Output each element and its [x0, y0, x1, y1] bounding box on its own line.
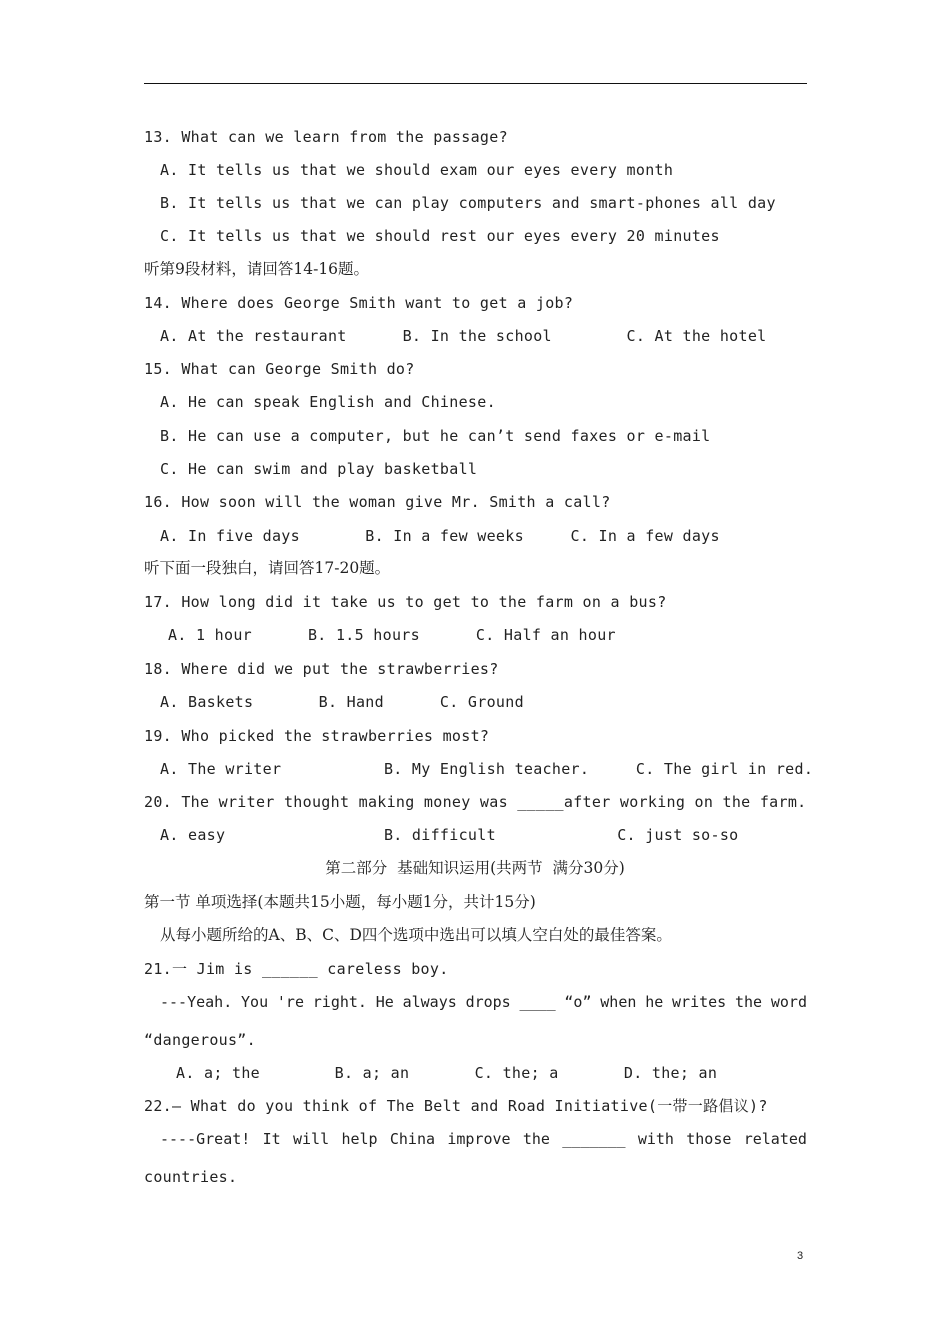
reply-word: He [375, 993, 394, 1011]
question-20-options: A. easy B. difficult C. just so-so [160, 826, 739, 844]
reply-word: he [645, 993, 664, 1011]
header-rule [144, 83, 807, 84]
question-18-options: A. Baskets B. Hand C. Ground [160, 693, 524, 711]
reply-word: 're [276, 993, 304, 1011]
instruction-monologue: 听下面一段独白，请回答17-20题。 [144, 559, 391, 577]
reply-word: China [389, 1130, 436, 1148]
question-13-option-b: B. It tells us that we can play computers and smart-phones all day [160, 194, 776, 212]
question-16-options: A. In five days B. In a few weeks C. In a few days [160, 527, 720, 545]
question-22: 22.— What do you think of The Belt and Road Initiative(一带一路倡议)? [144, 1097, 768, 1115]
question-19-options: A. The writer B. My English teacher. C. The girl in red. [160, 760, 814, 778]
question-13-option-c: C. It tells us that we should rest our eyes every 20 minutes [160, 227, 720, 245]
instruction-section-9: 听第9段材料，请回答14-16题。 [144, 260, 370, 278]
question-17: 17. How long did it take us to get to the farm on a bus? [144, 593, 667, 611]
reply-word: those [686, 1130, 732, 1148]
question-14: 14. Where does George Smith want to get a job? [144, 294, 574, 312]
reply-word: help [341, 1130, 378, 1148]
reply-word: ---Yeah. [160, 993, 233, 1011]
reply-blank: ____ [519, 993, 556, 1011]
reply-word: the [735, 993, 763, 1011]
reply-blank: _______ [562, 1130, 626, 1148]
reply-word: related [743, 1130, 807, 1148]
reply-word: improve [447, 1130, 511, 1148]
question-21-options: A. a; the B. a; an C. the; a D. the; an [176, 1064, 718, 1082]
question-13-option-a: A. It tells us that we should exam our eyes every month [160, 161, 674, 179]
question-22-reply [160, 1129, 807, 1149]
question-14-options: A. At the restaurant B. In the school C. At the hotel [160, 327, 767, 345]
reply-word: writes [672, 993, 727, 1011]
reply-word: It [262, 1130, 281, 1148]
reply-word: will [293, 1130, 330, 1148]
reply-word: always [402, 993, 457, 1011]
section-one-instruction: 从每小题所给的A、B、C、D四个选项中选出可以填人空白处的最佳答案。 [160, 926, 672, 944]
reply-word: the [522, 1130, 550, 1148]
question-15-option-b: B. He can use a computer, but he can’t send faxes or e-mail [160, 427, 711, 445]
reply-word: You [241, 993, 269, 1011]
page-number: 3 [797, 1250, 804, 1262]
reply-word: ----Great! [160, 1130, 251, 1148]
reply-word: right. [312, 993, 367, 1011]
question-19: 19. Who picked the strawberries most? [144, 727, 490, 745]
reply-word: when [600, 993, 637, 1011]
question-15-option-a: A. He can speak English and Chinese. [160, 393, 496, 411]
reply-word: “o” [564, 993, 592, 1011]
reply-word: drops [465, 993, 511, 1011]
question-16: 16. How soon will the woman give Mr. Smith a call? [144, 493, 611, 511]
question-15: 15. What can George Smith do? [144, 360, 415, 378]
reply-word: with [637, 1130, 674, 1148]
question-20: 20. The writer thought making money was _____after working on the farm. [144, 793, 807, 811]
question-15-option-c: C. He can swim and play basketball [160, 460, 478, 478]
reply-word: word [770, 993, 807, 1011]
question-21-reply [160, 992, 807, 1012]
section-one-heading: 第一节 单项选择(本题共15小题，每小题1分，共计15分) [144, 893, 536, 911]
question-17-options: A. 1 hour B. 1.5 hours C. Half an hour [168, 626, 616, 644]
question-13: 13. What can we learn from the passage? [144, 128, 508, 146]
part-two-heading: 第二部分 基础知识运用(共两节 满分30分) [325, 859, 625, 877]
question-21: 21.一 Jim is ______ careless boy. [144, 960, 449, 978]
question-22-continuation: countries. [144, 1168, 238, 1186]
question-18: 18. Where did we put the strawberries? [144, 660, 499, 678]
question-21-continuation: “dangerous”. [144, 1031, 256, 1049]
